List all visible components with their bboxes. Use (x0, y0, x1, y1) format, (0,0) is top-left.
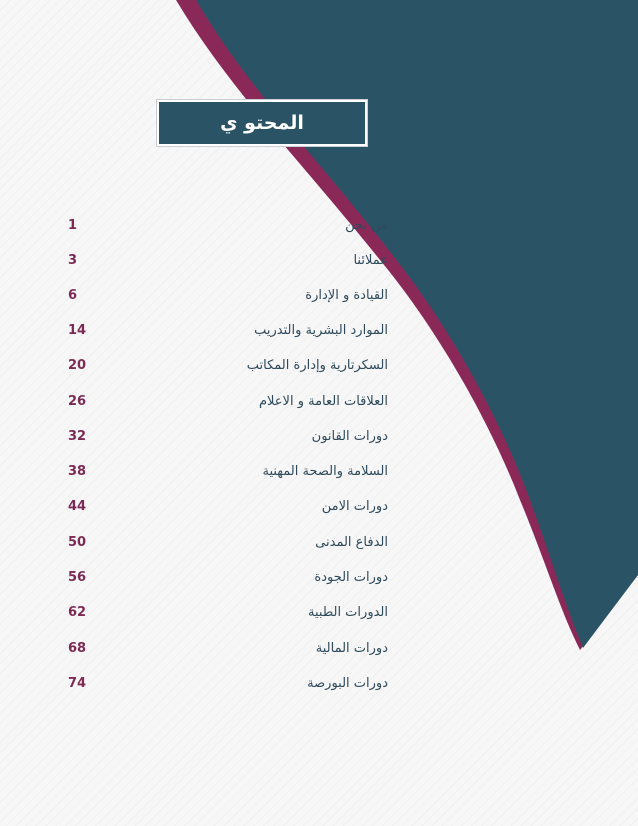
toc-entry-title: الموارد البشرية والتدريب (254, 323, 388, 338)
toc-entry-title: عملائنا (353, 253, 388, 268)
toc-entry-title: من نحن (345, 218, 388, 233)
toc-page-number: 32 (68, 429, 87, 444)
toc-row[interactable] (60, 533, 390, 555)
toc-entry-title: الدفاع المدنى (315, 535, 388, 550)
toc-entry-title: دورات القانون (311, 429, 388, 444)
toc-row[interactable] (60, 603, 390, 625)
toc-entry-title: دورات البورصة (307, 676, 388, 691)
toc-page-number: 74 (68, 676, 87, 691)
toc-row[interactable] (60, 674, 390, 696)
toc-row[interactable] (60, 568, 390, 590)
toc-row[interactable] (60, 392, 390, 414)
toc-page-number: 50 (68, 535, 87, 550)
toc-row[interactable] (60, 427, 390, 449)
toc-page-number: 1 (68, 218, 78, 233)
toc-entry-title: دورات الجودة (314, 570, 388, 585)
toc-page-number: 20 (68, 358, 87, 373)
toc-entry-title: القيادة و الإدارة (305, 288, 388, 303)
toc-page-number: 56 (68, 570, 87, 585)
toc-row[interactable] (60, 497, 390, 519)
toc-row[interactable] (60, 639, 390, 661)
toc-entry-title: الدورات الطبية (308, 605, 388, 620)
toc-page-number: 68 (68, 641, 87, 656)
toc-row[interactable] (60, 356, 390, 378)
toc-page-number: 44 (68, 499, 87, 514)
toc-page-number: 6 (68, 288, 78, 303)
toc-page-number: 26 (68, 394, 87, 409)
toc-row[interactable] (60, 251, 390, 273)
toc-page-number: 38 (68, 464, 87, 479)
toc-entry-title: العلاقات العامة و الاعلام (258, 394, 388, 409)
toc-row[interactable] (60, 321, 390, 343)
toc-entry-title: دورات الامن (321, 499, 388, 514)
toc-row[interactable] (60, 462, 390, 484)
toc-entry-title: السكرتارية وإدارة المكاتب (246, 358, 388, 373)
toc-entry-title: السلامة والصحة المهنية (262, 464, 388, 479)
toc-row[interactable] (60, 286, 390, 308)
toc-page-number: 3 (68, 253, 78, 268)
toc-page-number: 14 (68, 323, 87, 338)
toc-row[interactable] (60, 216, 390, 238)
toc-page-number: 62 (68, 605, 87, 620)
page-title: المحتو ي (220, 112, 304, 134)
toc-entry-title: دورات المالية (315, 641, 388, 656)
